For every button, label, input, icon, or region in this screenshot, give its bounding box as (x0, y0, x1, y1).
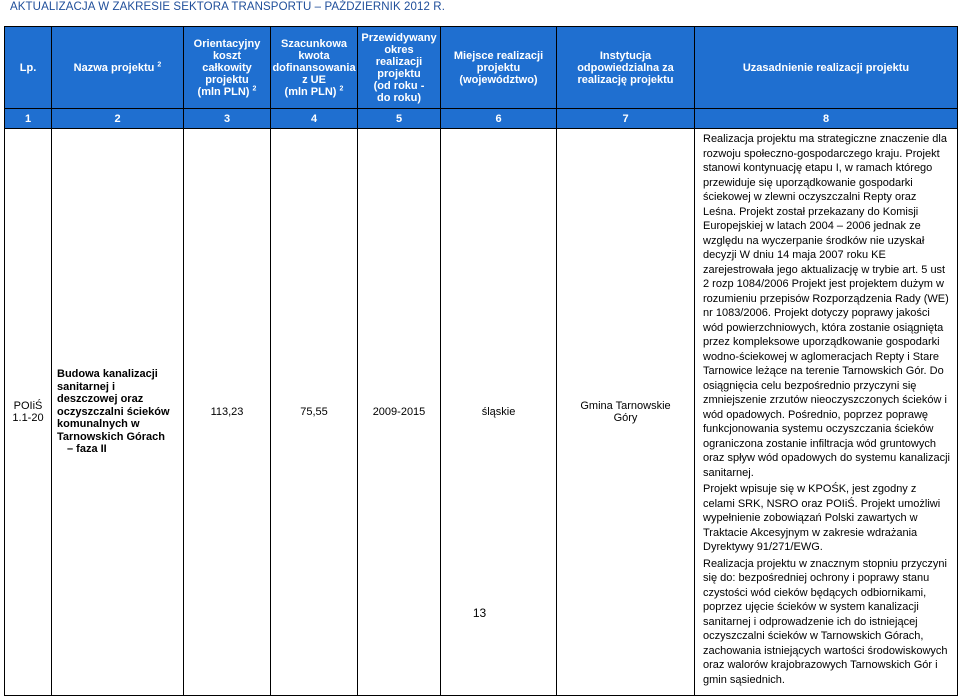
col-number-8: 8 (695, 109, 958, 129)
page-number: 13 (472, 606, 487, 620)
project-table (4, 26, 958, 696)
col-header-cost: Orientacyjny koszt całkowity projektu (mln PLN) $^2$ (184, 27, 271, 109)
col-number-4: 4 (271, 109, 358, 129)
justification-paragraph-2: Projekt wpisuje się w KPOŚK, jest zgodny z celami SRK, NSRO oraz POIiŚ. Projekt umożliwi wypełnienie zobowiązań Polski zawartych w Traktacie Akcesyjnym w zakresie wdrażania Dyrektywy 91/271/EWG. (703, 483, 941, 553)
col-number-2: 2 (52, 109, 184, 129)
col-header-lp: Lp. (5, 27, 52, 109)
document-header-bar (0, 0, 959, 18)
row-total-cost: 113,23 (184, 129, 271, 696)
col-header-place: Miejsce realizacji projektu (województwo) (441, 27, 557, 109)
col-header-name: Nazwa projektu $^2$ (52, 27, 184, 109)
col-number-1: 1 (5, 109, 52, 129)
row-eu-funding: 75,55 (271, 129, 358, 696)
col-header-institution: Instytucja odpowiedzialna za realizację projektu (557, 27, 695, 109)
col-header-justification: Uzasadnienie realizacji projektu (695, 27, 958, 109)
row-lp: POIiŚ 1.1-20 (5, 129, 52, 696)
col-header-eu-funding: Szacunkowa kwota dofinansowania z UE (mln PLN) $^2$ (271, 27, 358, 109)
row-institution: Gmina Tarnowskie Góry (557, 129, 695, 696)
col-number-3: 3 (184, 109, 271, 129)
col-header-period: Przewidywany okres realizacji projektu (od roku - do roku) (358, 27, 441, 109)
justification-paragraph-3: Realizacja projektu w znacznym stopniu przyczyni się do: bezpośredniej ochrony i poprawy stanu czystości wód cieków będących odbiornikami, poprzez ujęcie ścieków w system kanalizacji sanitarnej i odprowadzenie ich do istniejącej oczyszczalni ścieków w Tarnowskich Górach, zachowania istniejących wartości środowiskowych oraz walorów krajobrazowych Tarnowskich Gór i gmin sąsiednich. (703, 557, 948, 686)
document-header-text: AKTUALIZACJA W ZAKRESIE SEKTORA TRANSPORTU – PAŹDZIERNIK 2012 R. (10, 1, 445, 13)
col-number-5: 5 (358, 109, 441, 129)
col-number-7: 7 (557, 109, 695, 129)
row-period: 2009-2015 (358, 129, 441, 696)
row-place: śląskie (441, 129, 557, 696)
justification-paragraph-1: Realizacja projektu ma strategiczne znaczenie dla rozwoju społeczno-gospodarczego kraju. Projekt stanowi kontynuację etapu I, w ramach którego przewiduje się uporządkowanie gospodarki ściekowej w zlewni oczyszczalni Repty oraz Leśna. Projekt został przekazany do Komisji Europejskiej w latach 2004 – 2006 jednak ze względu na wyczerpanie środków nie uzyskał decyzji W dniu 14 maja 2007 roku KE zarejestrowała jego aktualizację w trybie art. 5 ust 2 rozp 1084/2006 Projekt jest projektem dużym w rozumieniu przepisów Rozporządzenia Rady (WE) nr 1083/2006. Projekt dotyczy poprawy jakości wód powierzchniowych, która zostanie osiągnięta przez kompleksowe uporządkowanie gospodarki wodno-ściekowej w aglomeracjach Repty i Stare Tarnowice leżące na terenie Tarnowskich Gór. Do osiągnięcia celu bezpośrednio przyczyni się zmniejszenie zrzutów nieoczyszczonych ścieków i wód opadowych. Pośrednio, poprzez poprawę funkcjonowania systemu oczyszczania ścieków ograniczona zostanie infiltracja wód gruntowych oraz spływ wód opadowych do systemu kanalizacji sanitarnej. (703, 133, 951, 479)
col-number-6: 6 (441, 109, 557, 129)
row-project-name: Budowa kanalizacji sanitarnej i deszczowej oraz oczyszczalni ścieków komunalnych w Tarnowskich Górach – faza II (52, 129, 184, 696)
